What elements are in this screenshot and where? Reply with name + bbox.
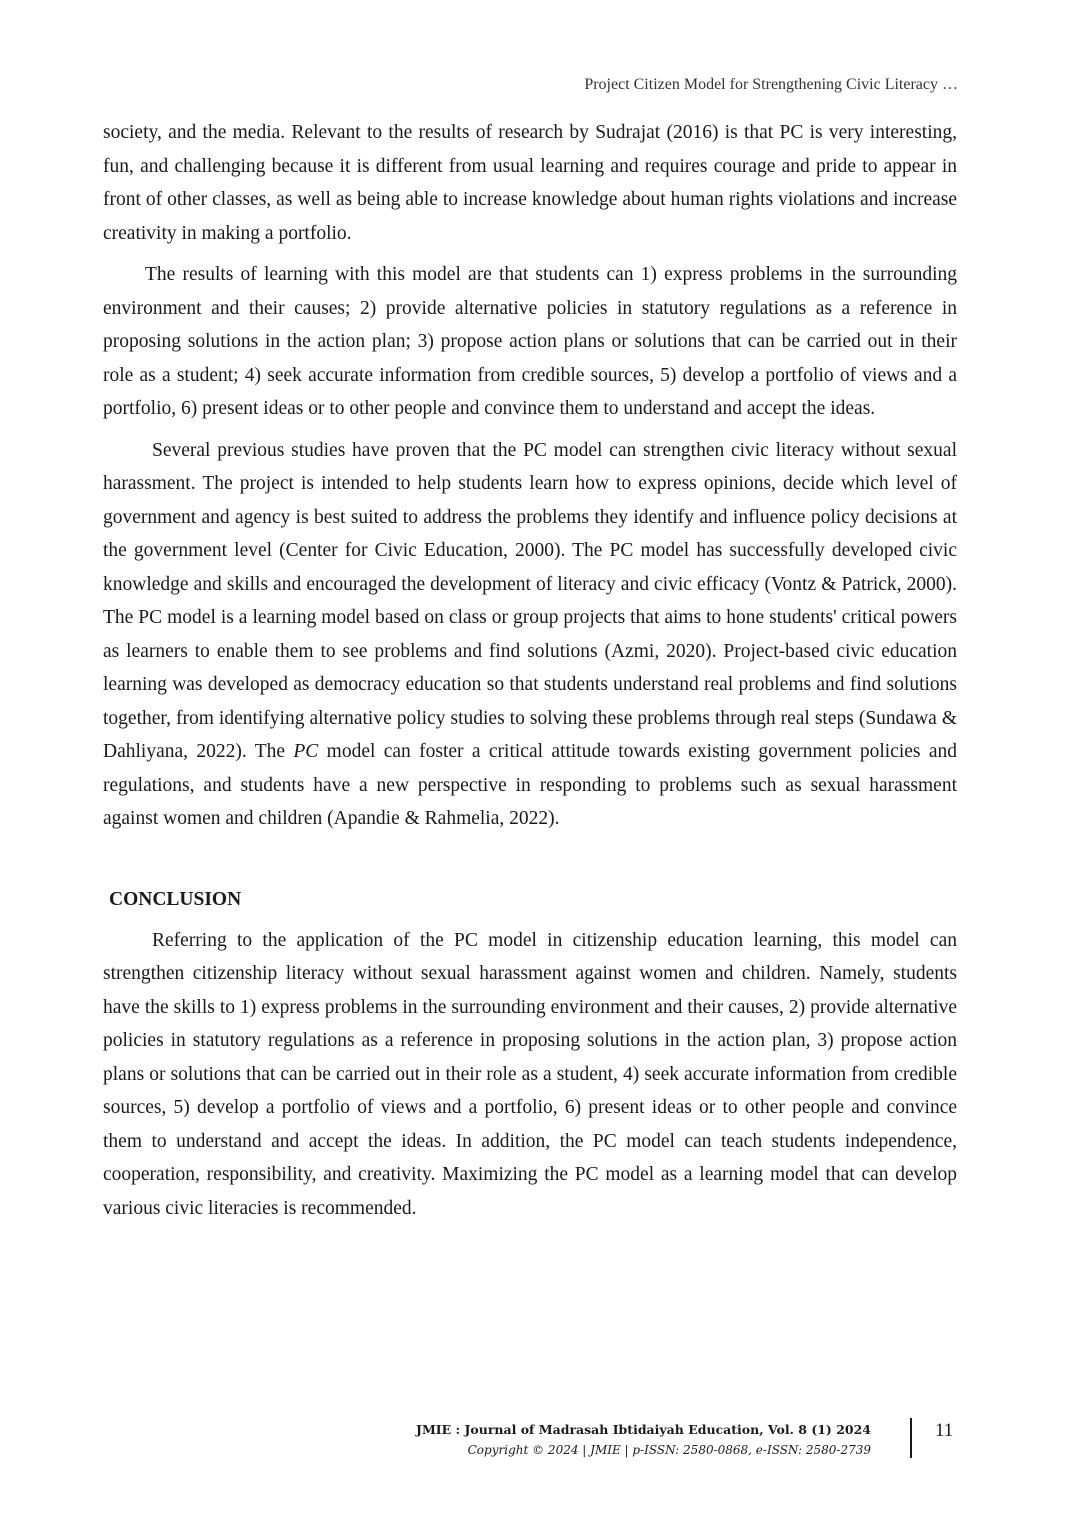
paragraph-3-text-b: model can foster a critical attitude towards existing government policies and regulations, and students have a new perspective in responding to problems such as sexual harassment against women and children (Apandie & Rahmelia, 2022).: [103, 741, 958, 829]
paragraph-1: society, and the media. Relevant to the results of research by Sudrajat (2016) is that PC is very interesting, fun, and challenging because it is different from usual learning and requires courage and pride to appear in front of other classes, as well as being able to increase knowledge about human rights violations and increase creativity in making a portfolio.: [103, 122, 957, 244]
running-header-title: Project Citizen Model for Strengthening Civic Literacy …: [584, 76, 958, 93]
paragraph-3-text-a: Several previous studies have proven that the PC model can strengthen civic literacy without sexual harassment. The project is intended to help students learn how to express opinions, decide which level of government and agency is best suited to address the problems they identify and influence policy decisions at the government level (Center for Civic Education, 2000). The PC model has successfully developed civic knowledge and skills and encouraged the development of literacy and civic efficacy (Vontz & Patrick, 2000). The PC model is a learning model based on class or group projects that aims to hone students' critical powers as learners to enable them to see problems and find solutions (Azmi, 2020). Project-based civic education learning was developed as democracy education so that students understand real problems and find solutions together, from identifying alternative policy studies to solving these problems through real steps (Sundawa & Dahliyana, 2022). The: [103, 439, 957, 762]
conclusion-heading: CONCLUSION: [109, 888, 242, 910]
page-number: 11: [935, 1420, 954, 1441]
footer-divider: [910, 1418, 912, 1458]
article-body: [103, 116, 957, 1233]
footer-copyright: Copyright © 2024 | JMIE | p-ISSN: 2580-0868, e-ISSN: 2580-2739: [467, 1443, 871, 1457]
paragraph-3-italic-pc: PC: [293, 741, 319, 762]
paragraph-3: [103, 434, 957, 836]
paragraph-2: The results of learning with this model are that students can 1) express problems in the surrounding environment and their causes; 2) provide alternative policies in statutory regulations as a reference in proposing solutions in the action plan; 3) propose action plans or solutions that can be carried out in their role as a student; 4) seek accurate information from credible sources, 5) develop a portfolio of views and a portfolio, 6) present ideas or to other people and convince them to understand and accept the ideas.: [103, 264, 957, 419]
conclusion-paragraph: Referring to the application of the PC model in citizenship education learning, this model can strengthen citizenship literacy without sexual harassment against women and children. Namely, students have the skills to 1) express problems in the surrounding environment and their causes, 2) provide alternative policies in statutory regulations as a reference in proposing solutions in the action plan, 3) propose action plans or solutions that can be carried out in their role as a student, 4) seek accurate information from credible sources, 5) develop a portfolio of views and a portfolio, 6) present ideas or to other people and convince them to understand and accept the ideas. In addition, the PC model can teach students independence, cooperation, responsibility, and creativity. Maximizing the PC model as a learning model that can develop various civic literacies is recommended.: [103, 929, 957, 1219]
page-footer: [416, 1420, 871, 1460]
footer-journal-title: JMIE : Journal of Madrasah Ibtidaiyah Education, Vol. 8 (1) 2024: [416, 1422, 871, 1437]
